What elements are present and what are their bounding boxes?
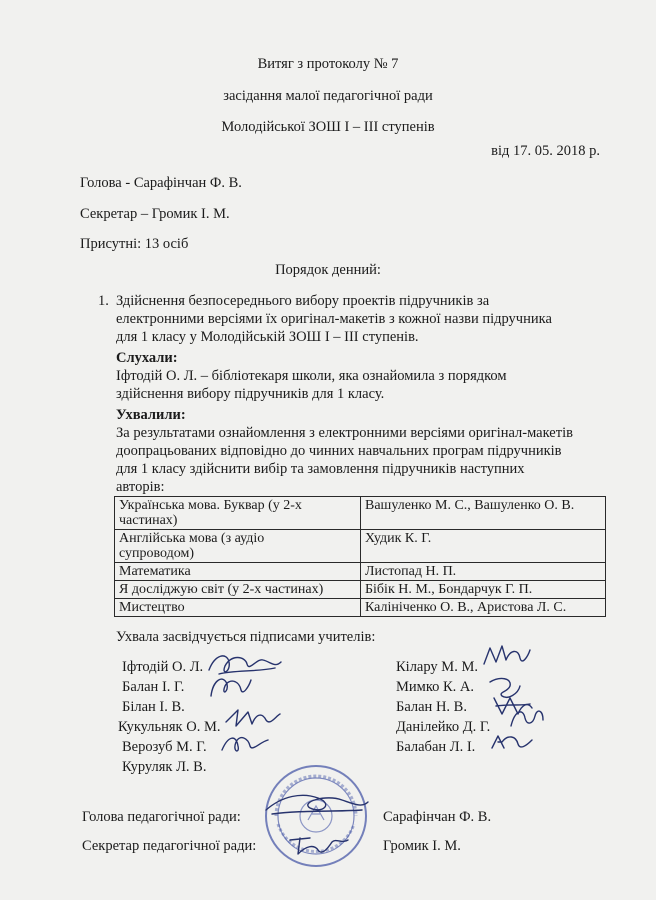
closing-secretary-name: Громик І. М. [383,838,461,854]
closing-secretary-label: Секретар педагогічної ради: [82,838,257,854]
handwritten-signature [205,670,255,702]
signatures-intro: Ухвала засвідчується підписами учителів: [116,629,376,645]
heard-line: Іфтодій О. Л. – бібліотекаря школи, яка ознайомила з порядком [116,368,507,384]
resolved-line: для 1 класу здійснити вибір та замовлення підручників наступних [116,461,525,477]
closing-chair-name: Сарафінчан Ф. В. [383,809,492,825]
authors-cell: Калініченко О. В., Аристова Л. С. [361,599,606,617]
agenda-item-number: 1. [98,293,109,309]
authors-cell: Худик К. Г. [361,530,606,563]
teacher-name: Іфтодій О. Л. [122,659,204,675]
table-row [115,599,606,617]
resolved-line: За результатами ознайомлення з електронними версіями оригінал-макетів [116,425,573,441]
secretary-line: Секретар – Громик І. М. [80,206,230,222]
teacher-name: Куруляк Л. В. [122,759,207,775]
agenda-line: Здійснення безпосереднього вибору проектів підручників за [116,293,490,309]
teacher-name: Балан І. Г. [122,679,185,695]
teacher-name: Балабан Л. І. [396,739,476,755]
teacher-name: Данілейко Д. Г. [396,719,491,735]
resolved-line: авторів: [116,479,165,495]
resolved-label: Ухвалили: [116,407,186,423]
handwritten-signature [262,786,372,822]
authors-cell: Вашуленко М. С., Вашуленко О. В. [361,497,606,530]
document-subtitle: засідання малої педагогічної ради [223,88,433,104]
subject-cell: Математика [115,563,361,581]
authors-table [114,496,606,617]
closing-chair-label: Голова педагогічної ради: [82,809,241,825]
document-title: Витяг з протоколу № 7 [257,56,399,72]
subject-cell: Українська мова. Буквар (у 2-х частинах) [115,497,361,530]
handwritten-signature [284,826,354,860]
chair-line: Голова - Сарафінчан Ф. В. [80,175,242,191]
present-line: Присутні: 13 осіб [80,236,189,252]
subject-cell: Англійська мова (з аудіо супроводом) [115,530,361,563]
handwritten-signature [488,728,536,756]
heard-label: Слухали: [116,350,178,366]
teacher-name: Верозуб М. Г. [122,739,207,755]
table-row [115,497,606,530]
table-row [115,530,606,563]
table-row [115,581,606,599]
agenda-line: електронними версіями їх оригінал-макетів з кожної назви підручника [116,311,552,327]
teacher-name: Балан Н. В. [396,699,467,715]
teacher-name: Кілару М. М. [396,659,478,675]
agenda-heading: Порядок денний: [275,262,381,278]
protocol-date: від 17. 05. 2018 р. [491,143,600,159]
heard-line: здійснення вибору підручників для 1 класу. [116,386,385,402]
resolved-line: доопрацьованих відповідно до чинних навчальних програм підручників [116,443,562,459]
authors-cell: Листопад Н. П. [361,563,606,581]
table-row [115,563,606,581]
authors-cell: Бібік Н. М., Бондарчук Г. П. [361,581,606,599]
handwritten-signature [478,640,534,674]
subject-cell: Я досліджую світ (у 2-х частинах) [115,581,361,599]
subject-cell: Мистецтво [115,599,361,617]
school-name: Молодійської ЗОШ І – ІІІ ступенів [221,119,435,135]
teacher-name: Кукульняк О. М. [118,719,221,735]
handwritten-signature [218,728,274,758]
teacher-name: Мимко К. А. [396,679,475,695]
teacher-name: Білан І. В. [122,699,185,715]
agenda-line: для 1 класу у Молодійській ЗОШ І – ІІІ ступенів. [116,329,419,345]
